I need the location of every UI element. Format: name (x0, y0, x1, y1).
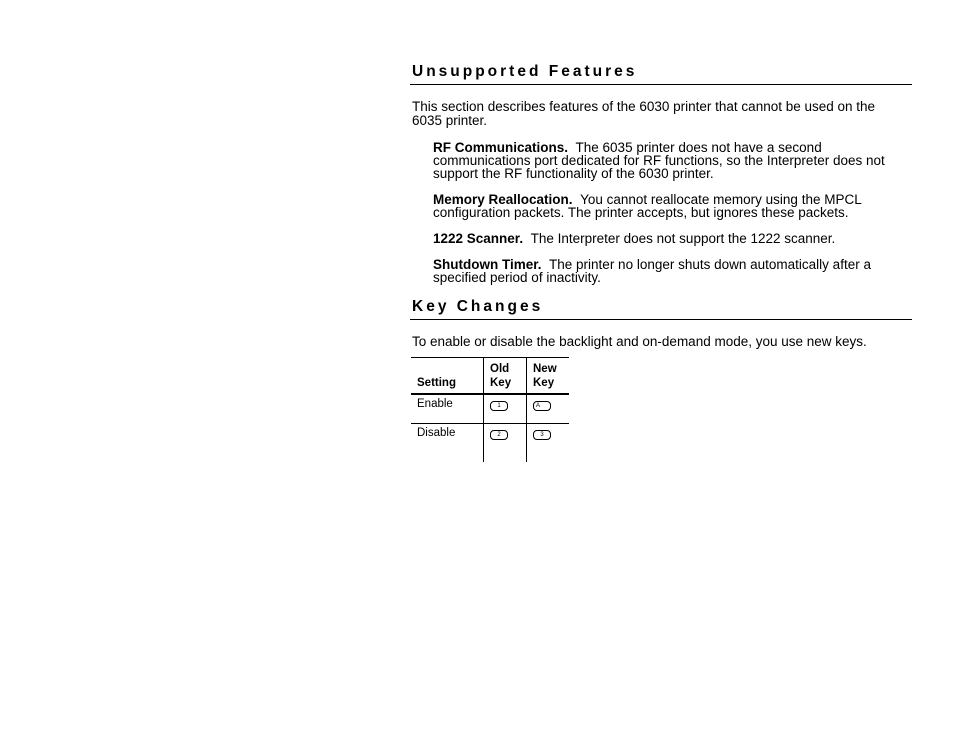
key-1-icon: 1 (490, 401, 508, 411)
feature-description: The Interpreter does not support the 1222 scanner. (530, 231, 836, 246)
key-alpha-icon: A (533, 401, 551, 411)
table-row (411, 424, 569, 463)
section-intro: To enable or disable the backlight and on-demand mode, you use new keys. (412, 334, 867, 349)
section-intro: This section describes features of the 6030 printer that cannot be used on the 6035 printer. (412, 99, 876, 128)
feature-description: The printer no longer shuts down automatically after a specified period of inactivity. (433, 257, 871, 285)
new-key-cell (527, 424, 570, 463)
feature-description: The 6035 printer does not have a second communications port dedicated for RF functions, so the Interpreter does not support the RF functionality of the 6030 printer. (433, 140, 885, 181)
feature-1222-scanner (433, 232, 912, 245)
feature-title: RF Communications. (433, 140, 569, 155)
key-changes-table (411, 357, 569, 462)
feature-rf-communications (433, 141, 912, 180)
new-key-cell (527, 394, 570, 424)
feature-title: Shutdown Timer. (433, 257, 542, 272)
page-content (410, 62, 912, 462)
key-2-icon: 2 (490, 430, 508, 440)
old-key-cell (484, 394, 527, 424)
column-header-setting: Setting (411, 358, 484, 395)
feature-shutdown-timer (433, 258, 912, 284)
feature-description: You cannot reallocate memory using the MPCL configuration packets. The printer accepts, but ignores these packets. (433, 192, 862, 220)
section-heading-key-changes: Key Changes (410, 297, 912, 320)
table-header-row (411, 358, 569, 395)
key-3-icon: 3 (533, 430, 551, 440)
feature-memory-reallocation (433, 193, 912, 219)
column-header-new-key: New Key (527, 358, 570, 395)
feature-title: Memory Reallocation. (433, 192, 573, 207)
column-header-old-key: Old Key (484, 358, 527, 395)
setting-cell: Enable (411, 394, 484, 424)
old-key-cell (484, 424, 527, 463)
table-row (411, 394, 569, 424)
setting-cell: Disable (417, 427, 456, 439)
feature-title: 1222 Scanner. (433, 231, 524, 246)
section-heading-unsupported-features: Unsupported Features (410, 62, 912, 85)
